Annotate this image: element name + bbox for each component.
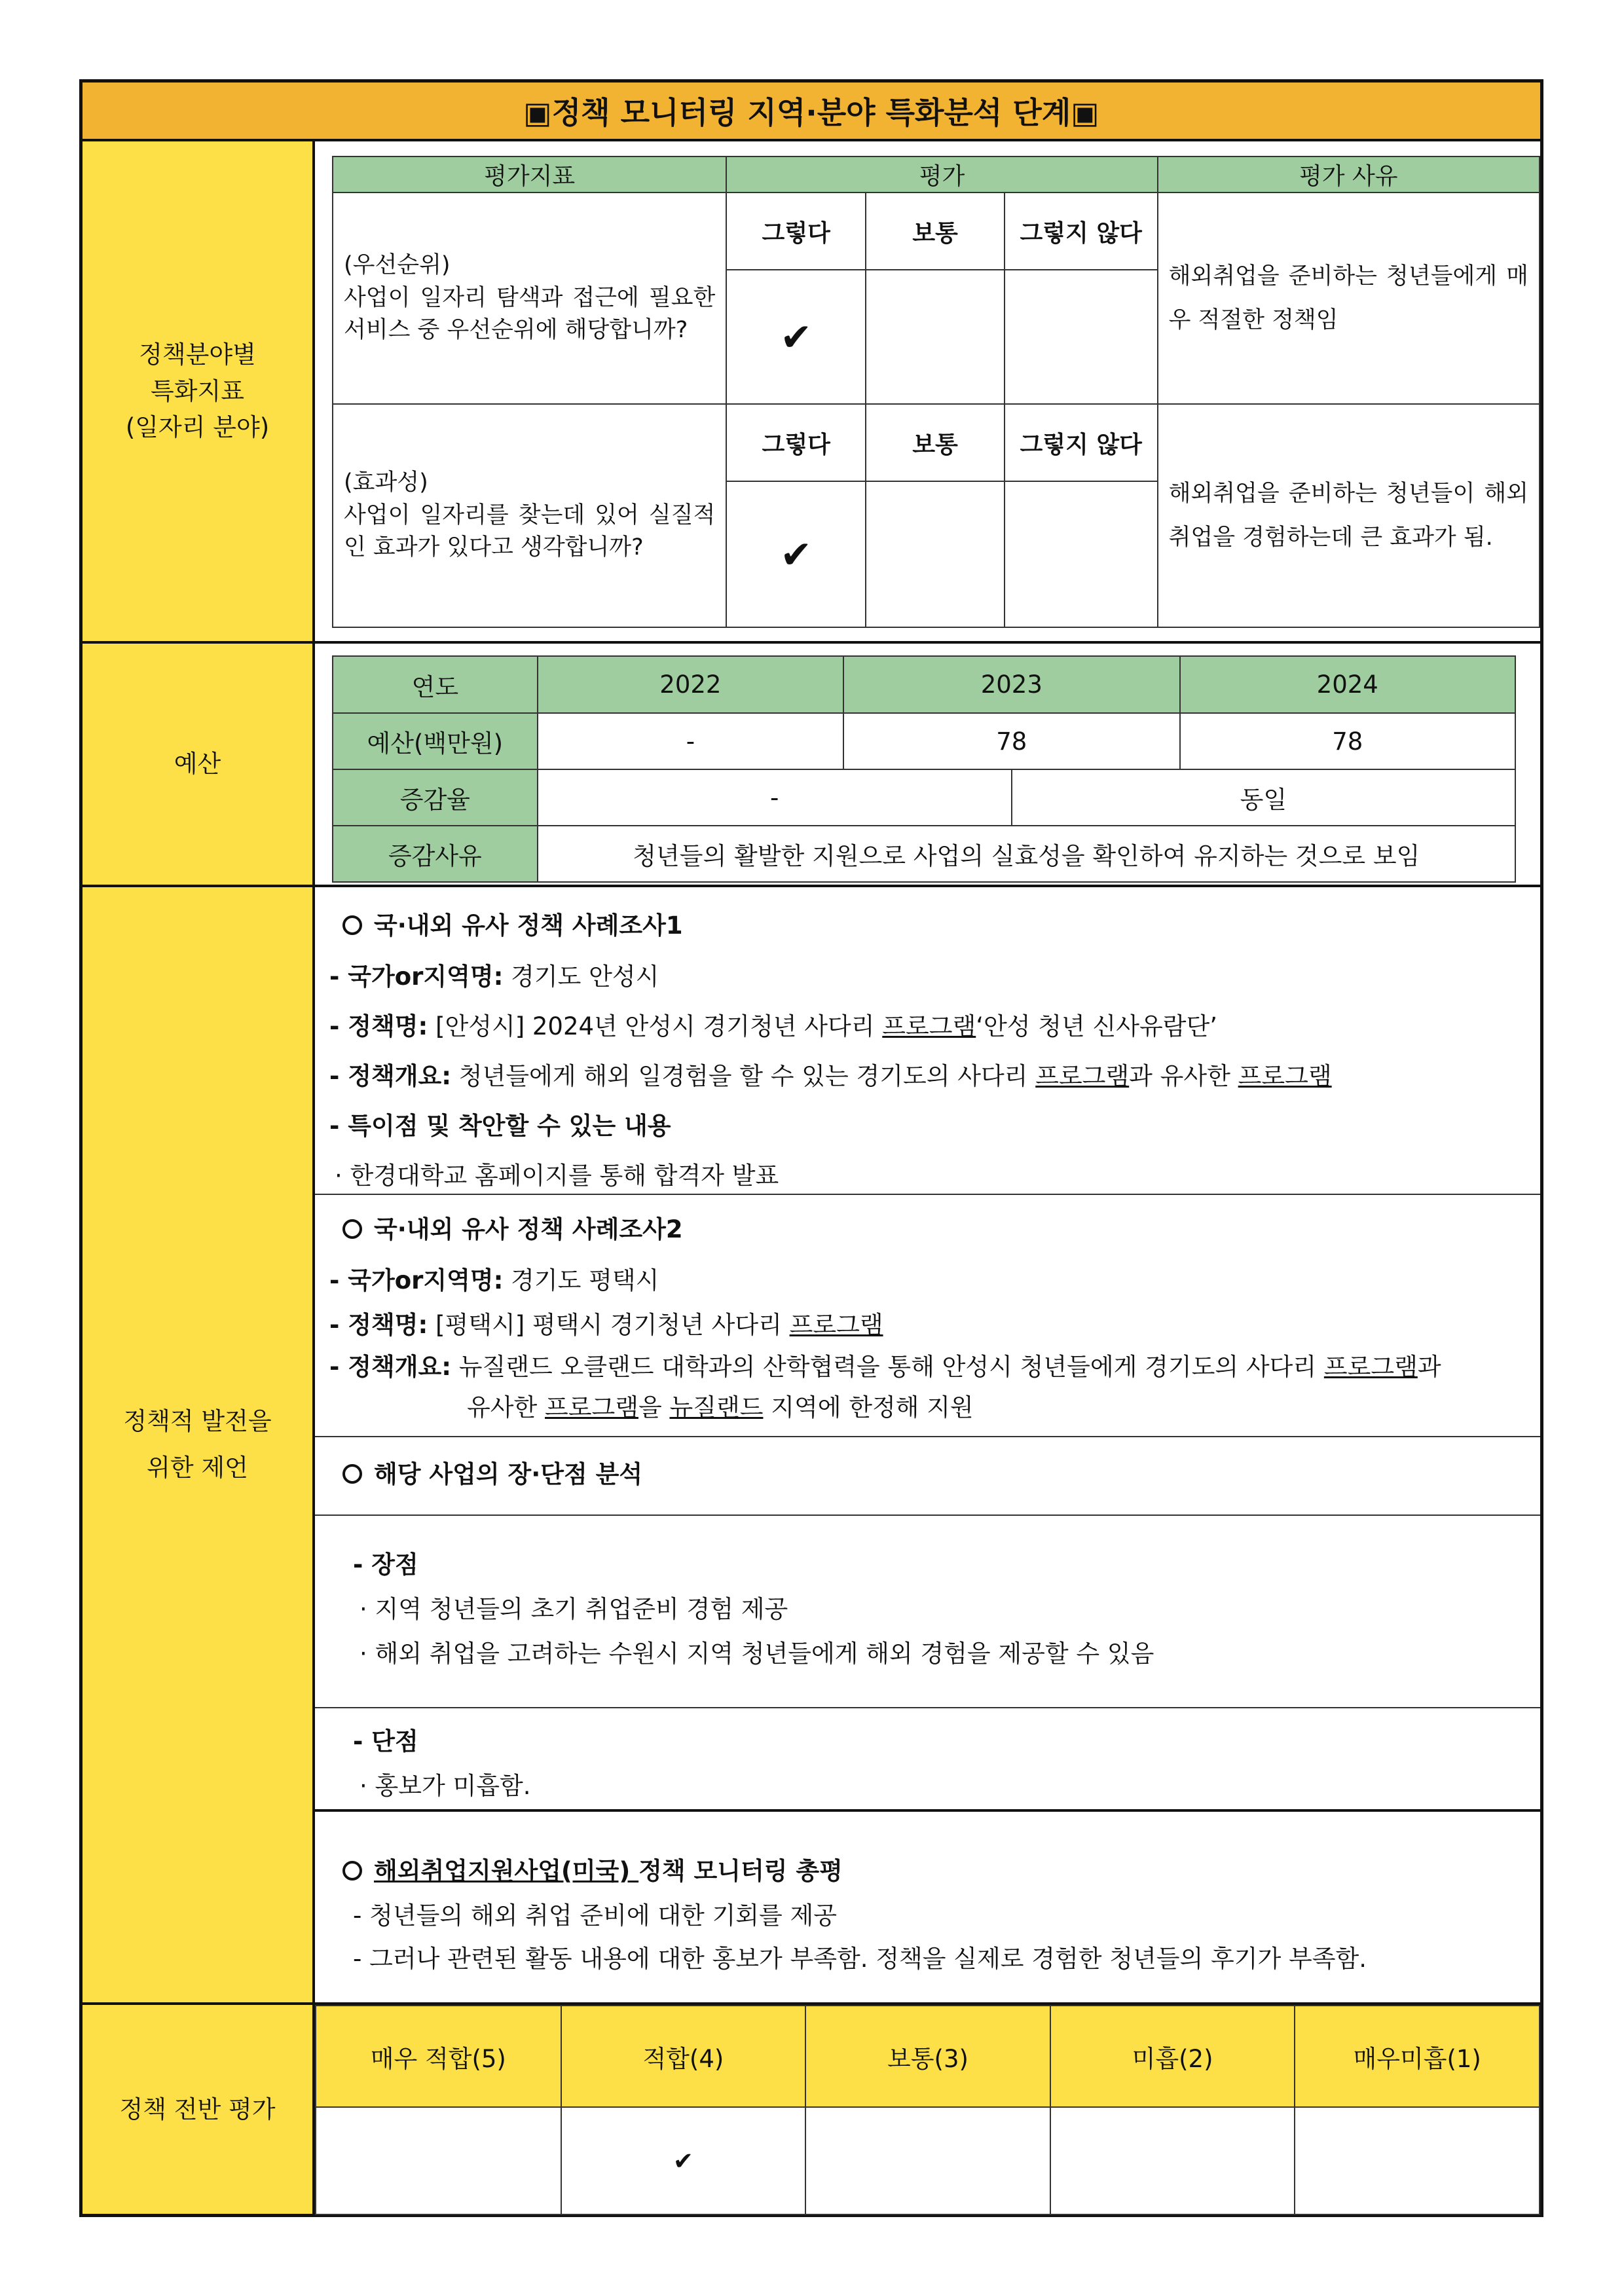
pros-item: · 지역 청년들의 초기 취업준비 경험 제공 <box>360 1595 788 1623</box>
cons-item: · 홍보가 미흡함. <box>360 1772 531 1800</box>
case1-title: 국·내외 유사 정책 사례조사1 <box>342 906 683 941</box>
header-indicator: 평가지표 <box>333 156 726 193</box>
indicator-section <box>315 141 1540 644</box>
case1-notes-label: - 특이점 및 착안할 수 있는 내용 <box>329 1112 671 1140</box>
budget-reason: 청년들의 활발한 지원으로 사업의 실효성을 확인하여 유지하는 것으로 보임 <box>538 826 1515 882</box>
budget-amount-label: 예산(백만원) <box>333 713 538 769</box>
rate-2024: 동일 <box>1012 769 1515 826</box>
check-mark-icon[interactable]: ✔ <box>726 481 866 627</box>
section-label-indicators: 정책분야별 특화지표 (일자리 분야) <box>83 141 315 644</box>
year-2024: 2024 <box>1180 656 1515 713</box>
rating-option: 매우미흡(1) <box>1295 2006 1540 2107</box>
rating-cell-3[interactable] <box>805 2107 1050 2214</box>
question-effectiveness: (효과성) 사업이 일자리를 찾는데 있어 실질적인 효과가 있다고 생각합니까? <box>333 404 726 627</box>
indicator-table <box>332 156 1540 628</box>
case2-summary-cont: 유사한 프로그램을 뉴질랜드 지역에 한정해 지원 <box>467 1393 974 1422</box>
divider <box>315 1194 1540 1195</box>
section-label-proposal: 정책적 발전을 위한 제언 <box>83 887 315 2005</box>
amount-2023: 78 <box>843 713 1179 769</box>
budget-year-label: 연도 <box>333 656 538 713</box>
reason-priority: 해외취업을 준비하는 청년들에게 매우 적절한 정책임 <box>1158 193 1540 404</box>
case2-policy-name: - 정책명: [평택시] 평택시 경기청년 사다리 프로그램 <box>329 1311 883 1339</box>
option-yes: 그렇다 <box>726 193 866 270</box>
check-cell-neutral[interactable] <box>866 270 1005 404</box>
divider <box>315 1707 1540 1708</box>
rating-cell-1[interactable] <box>1295 2107 1540 2214</box>
rate-2023: - <box>538 769 1012 826</box>
circle-bullet-icon <box>342 1861 362 1881</box>
policy-monitoring-form <box>79 79 1543 2217</box>
rating-option: 매우 적합(5) <box>316 2006 561 2107</box>
pros-item: · 해외 취업을 고려하는 수원시 지역 청년들에게 해외 경험을 제공할 수 있음 <box>360 1640 1154 1668</box>
summary-item: - 청년들의 해외 취업 준비에 대한 기회를 제공 <box>353 1901 838 1930</box>
amount-2024: 78 <box>1180 713 1515 769</box>
check-mark-icon: ✔ <box>673 2146 693 2175</box>
pros-label: - 장점 <box>353 1551 418 1579</box>
summary-item: - 그러나 관련된 활동 내용에 대한 홍보가 부족함. 정책을 실제로 경험한 청년들의 후기가 부족함. <box>353 1945 1367 1973</box>
case1-region: - 국가or지역명: 경기도 안성시 <box>329 963 659 991</box>
divider <box>315 1515 1540 1516</box>
check-cell-no[interactable] <box>1005 270 1158 404</box>
budget-section <box>315 644 1540 887</box>
case2-summary: - 정책개요: 뉴질랜드 오클랜드 대학과의 산학협력을 통해 안성시 청년들에게 경기도의 사다리 프로그램과 <box>329 1353 1441 1381</box>
year-2022: 2022 <box>538 656 843 713</box>
rating-cell-5[interactable] <box>316 2107 561 2214</box>
overall-section <box>315 2005 1540 2214</box>
circle-bullet-icon <box>342 1219 362 1239</box>
option-neutral: 보통 <box>866 404 1005 481</box>
analysis-title: 해당 사업의 장·단점 분석 <box>342 1454 642 1490</box>
budget-table <box>332 655 1516 883</box>
proposal-section <box>315 887 1540 2005</box>
rating-cell-2[interactable] <box>1050 2107 1295 2214</box>
rating-cell-4[interactable] <box>561 2107 806 2214</box>
cons-label: - 단점 <box>353 1727 418 1755</box>
case1-note: · 한경대학교 홈페이지를 통해 합격자 발표 <box>335 1162 779 1190</box>
option-no: 그렇지 않다 <box>1005 193 1158 270</box>
option-yes: 그렇다 <box>726 404 866 481</box>
option-neutral: 보통 <box>866 193 1005 270</box>
option-no: 그렇지 않다 <box>1005 404 1158 481</box>
check-mark-icon[interactable]: ✔ <box>726 270 866 404</box>
divider <box>315 1809 1540 1812</box>
divider <box>315 1436 1540 1437</box>
case1-policy-name: - 정책명: [안성시] 2024년 안성시 경기청년 사다리 프로그램‘안성 청년 신사유람단’ <box>329 1012 1217 1040</box>
header-reason: 평가 사유 <box>1158 156 1540 193</box>
budget-reason-label: 증감사유 <box>333 826 538 882</box>
section-label-budget: 예산 <box>83 644 315 887</box>
rating-option: 보통(3) <box>805 2006 1050 2107</box>
reason-effectiveness: 해외취업을 준비하는 청년들이 해외취업을 경험하는데 큰 효과가 됨. <box>1158 404 1540 627</box>
budget-rate-label: 증감율 <box>333 769 538 826</box>
circle-bullet-icon <box>342 1464 362 1484</box>
header-evaluation: 평가 <box>726 156 1157 193</box>
question-priority: (우선순위) 사업이 일자리 탐색과 접근에 필요한 서비스 중 우선순위에 해당합니까? <box>333 193 726 404</box>
rating-option: 미흡(2) <box>1050 2006 1295 2107</box>
year-2023: 2023 <box>843 656 1179 713</box>
section-label-overall: 정책 전반 평가 <box>83 2005 315 2214</box>
rating-option: 적합(4) <box>561 2006 806 2107</box>
case2-region: - 국가or지역명: 경기도 평택시 <box>329 1266 659 1294</box>
page-title: ▣정책 모니터링 지역·분야 특화분석 단계▣ <box>83 83 1540 141</box>
check-cell-neutral[interactable] <box>866 481 1005 627</box>
amount-2022: - <box>538 713 843 769</box>
check-cell-no[interactable] <box>1005 481 1158 627</box>
case2-title: 국·내외 유사 정책 사례조사2 <box>342 1209 683 1245</box>
case1-summary: - 정책개요: 청년들에게 해외 일경험을 할 수 있는 경기도의 사다리 프로그램과 유사한 프로그램 <box>329 1062 1332 1090</box>
overall-rating-table <box>315 2005 1540 2215</box>
circle-bullet-icon <box>342 915 362 935</box>
summary-title: 해외취업지원사업(미국) 정책 모니터링 총평 <box>342 1851 843 1886</box>
